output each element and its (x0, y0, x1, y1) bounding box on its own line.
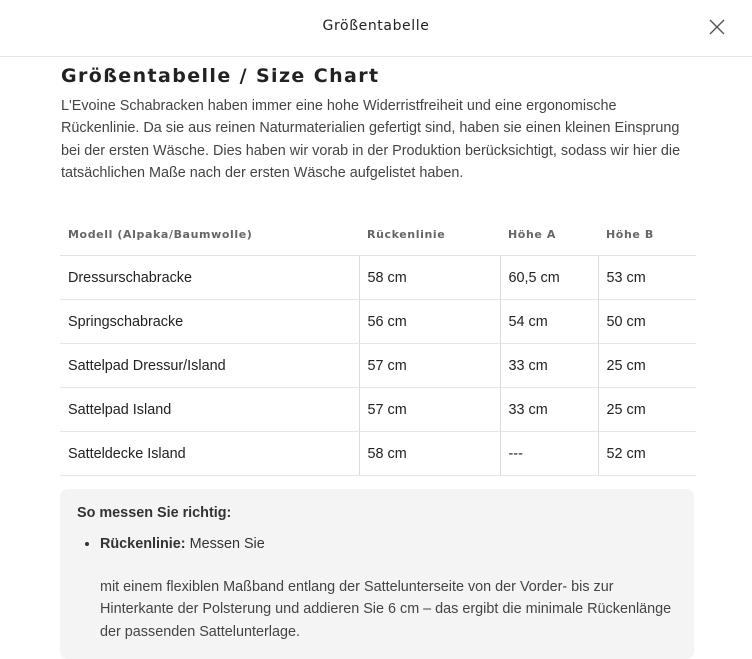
header-rueckenlinie: Rückenlinie (359, 213, 500, 256)
note-list (77, 533, 677, 555)
list-item (100, 533, 677, 555)
note-title: So messen Sie richtig: (77, 505, 232, 521)
cell-model: Satteldecke Island (60, 432, 359, 476)
cell-model: Sattelpad Dressur/Island (60, 344, 359, 388)
cell-model: Springschabracke (60, 300, 359, 344)
cell-hoehe-b: 50 cm (598, 300, 696, 344)
cell-rueckenlinie: 57 cm (359, 344, 500, 388)
modal-header (0, 0, 752, 57)
page-title: Größentabelle / Size Chart (61, 65, 380, 87)
size-table (60, 213, 696, 476)
note-item-label: Rückenlinie: (100, 536, 186, 552)
intro-text: L'Evoine Schabracken haben immer eine hohe Widerristfreiheit und eine ergonomische Rückenlinie. Da sie aus reinen Naturmaterialien gefertigt sind, haben sie einen kleinen Einsprung bei der ersten Wäsche. Dies haben wir vorab in der Produktion berücksichtigt, sodass wir hier die tatsächlichen Maße nach der ersten Wäsche aufgelistet haben. (61, 98, 681, 181)
header-model: Modell (Alpaka/Baumwolle) (60, 213, 359, 256)
table-row (60, 300, 696, 344)
measuring-note (60, 489, 694, 659)
note-item-text: Messen Sie (185, 536, 265, 552)
modal-title: Größentabelle (322, 18, 430, 34)
table-row (60, 344, 696, 388)
close-button[interactable] (706, 16, 728, 38)
cell-rueckenlinie: 58 cm (359, 256, 500, 300)
header-hoehe-a: Höhe A (500, 213, 598, 256)
cell-model: Sattelpad Island (60, 388, 359, 432)
cell-hoehe-a: 33 cm (500, 344, 598, 388)
cell-hoehe-b: 25 cm (598, 388, 696, 432)
cell-hoehe-a: 54 cm (500, 300, 598, 344)
header-hoehe-b: Höhe B (598, 213, 696, 256)
cell-rueckenlinie: 57 cm (359, 388, 500, 432)
close-icon (706, 16, 728, 38)
size-chart-content (60, 60, 696, 476)
cell-hoehe-b: 52 cm (598, 432, 696, 476)
cell-hoehe-a: --- (500, 432, 598, 476)
table-row (60, 432, 696, 476)
table-header-row (60, 213, 696, 256)
cell-rueckenlinie: 56 cm (359, 300, 500, 344)
cell-hoehe-a: 60,5 cm (500, 256, 598, 300)
table-row (60, 256, 696, 300)
table-row (60, 388, 696, 432)
cell-hoehe-b: 25 cm (598, 344, 696, 388)
cell-hoehe-b: 53 cm (598, 256, 696, 300)
cell-model: Dressurschabracke (60, 256, 359, 300)
cell-hoehe-a: 33 cm (500, 388, 598, 432)
note-paragraph: mit einem flexiblen Maßband entlang der Sattelunterseite von der Vorder- bis zur Hinterkante der Polsterung und addieren Sie 6 cm – das ergibt die minimale Rückenlänge der passenden Sattelunterlage. (100, 579, 672, 640)
cell-rueckenlinie: 58 cm (359, 432, 500, 476)
